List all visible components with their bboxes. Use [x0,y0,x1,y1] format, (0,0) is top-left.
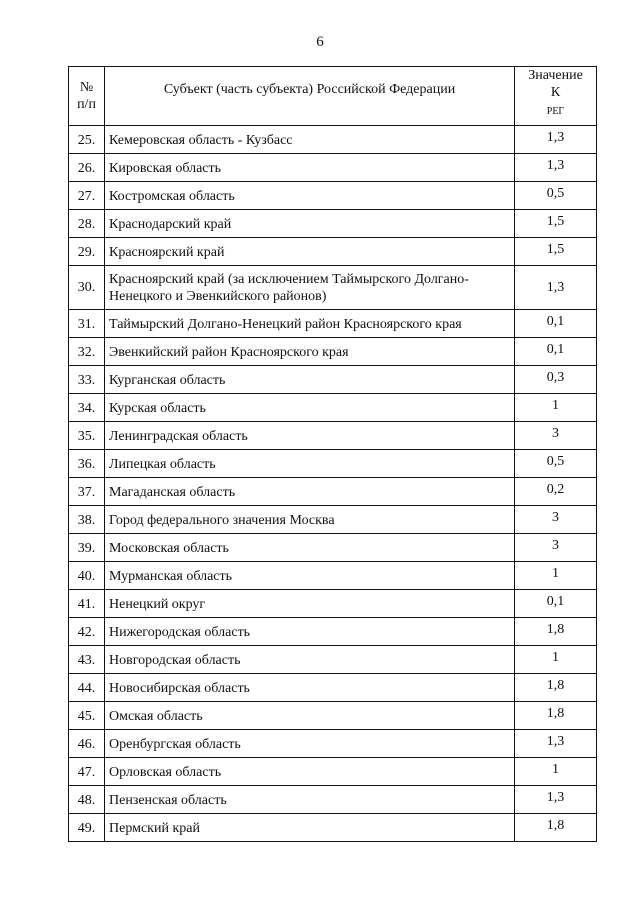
row-number: 47. [69,758,105,786]
row-subject-name: Краснодарский край [105,210,515,238]
table-row [69,618,597,646]
row-subject-name: Новгородская область [105,646,515,674]
row-coefficient-value: 3 [515,422,597,450]
region-coefficient-table [68,66,597,842]
row-number: 36. [69,450,105,478]
row-subject-name: Костромская область [105,182,515,210]
row-subject-name: Омская область [105,702,515,730]
table-row [69,646,597,674]
row-subject-name: Орловская область [105,758,515,786]
row-coefficient-value: 0,5 [515,450,597,478]
row-coefficient-value: 1,3 [515,266,597,310]
header-kreg-subscript: РЕГ [546,106,565,117]
table-row [69,590,597,618]
row-coefficient-value: 1 [515,394,597,422]
row-number: 38. [69,506,105,534]
row-subject-name: Московская область [105,534,515,562]
table-row [69,154,597,182]
row-subject-name: Кемеровская область - Кузбасс [105,126,515,154]
row-number: 41. [69,590,105,618]
header-value [515,67,597,126]
row-coefficient-value: 1,3 [515,126,597,154]
row-number: 49. [69,814,105,842]
header-number-abbrev: п/п [77,97,96,112]
row-coefficient-value: 3 [515,534,597,562]
row-number: 31. [69,310,105,338]
row-subject-name: Таймырский Долгано-Ненецкий район Красноярского края [105,310,515,338]
row-number: 35. [69,422,105,450]
table-row [69,478,597,506]
row-coefficient-value: 0,2 [515,478,597,506]
table-row [69,506,597,534]
row-coefficient-value: 1 [515,758,597,786]
row-coefficient-value: 0,1 [515,338,597,366]
header-kreg-symbol [515,84,596,119]
row-number: 27. [69,182,105,210]
row-coefficient-value: 1,3 [515,154,597,182]
table-row [69,814,597,842]
page-number: 6 [316,34,324,50]
row-subject-name: Пензенская область [105,786,515,814]
row-coefficient-value: 1 [515,562,597,590]
row-coefficient-value: 0,3 [515,366,597,394]
table-row [69,786,597,814]
header-kreg-letter: К [550,85,561,100]
row-subject-name: Курганская область [105,366,515,394]
row-coefficient-value: 3 [515,506,597,534]
row-number: 39. [69,534,105,562]
row-number: 25. [69,126,105,154]
row-number: 29. [69,238,105,266]
row-number: 40. [69,562,105,590]
header-number [69,67,105,126]
row-number: 28. [69,210,105,238]
row-number: 42. [69,618,105,646]
table-row [69,534,597,562]
row-subject-name: Ненецкий округ [105,590,515,618]
row-number: 37. [69,478,105,506]
row-number: 44. [69,674,105,702]
header-value-label: Значение [528,68,583,83]
table-header [69,67,597,126]
row-subject-name: Нижегородская область [105,618,515,646]
row-subject-name: Оренбургская область [105,730,515,758]
row-subject-name: Эвенкийский район Красноярского края [105,338,515,366]
row-number: 26. [69,154,105,182]
table-row [69,562,597,590]
row-coefficient-value: 1,3 [515,730,597,758]
row-number: 34. [69,394,105,422]
row-number: 46. [69,730,105,758]
row-subject-name: Ленинградская область [105,422,515,450]
row-number: 30. [69,266,105,310]
table-row [69,126,597,154]
table-row [69,450,597,478]
row-subject-name: Мурманская область [105,562,515,590]
table-row [69,182,597,210]
table-row [69,310,597,338]
row-coefficient-value: 0,1 [515,310,597,338]
table-body [69,126,597,842]
row-coefficient-value: 1,5 [515,238,597,266]
row-subject-name: Курская область [105,394,515,422]
row-subject-name: Красноярский край (за исключением Таймырского Долгано-Ненецкого и Эвенкийского районов) [105,266,515,310]
row-subject-name: Липецкая область [105,450,515,478]
table-row [69,210,597,238]
table-row [69,674,597,702]
table-row [69,702,597,730]
row-coefficient-value: 0,1 [515,590,597,618]
row-number: 48. [69,786,105,814]
row-number: 32. [69,338,105,366]
row-number: 33. [69,366,105,394]
row-subject-name: Город федерального значения Москва [105,506,515,534]
row-number: 43. [69,646,105,674]
table-row [69,366,597,394]
row-subject-name: Пермский край [105,814,515,842]
table-row [69,758,597,786]
header-number-symbol: № [79,80,94,95]
table-row [69,238,597,266]
row-coefficient-value: 1,8 [515,674,597,702]
row-coefficient-value: 1,5 [515,210,597,238]
row-coefficient-value: 1 [515,646,597,674]
row-subject-name: Кировская область [105,154,515,182]
row-subject-name: Новосибирская область [105,674,515,702]
row-coefficient-value: 0,5 [515,182,597,210]
table-row [69,338,597,366]
row-coefficient-value: 1,8 [515,814,597,842]
row-subject-name: Магаданская область [105,478,515,506]
row-coefficient-value: 1,3 [515,786,597,814]
header-subject: Субъект (часть субъекта) Российской Федерации [105,67,515,126]
row-coefficient-value: 1,8 [515,618,597,646]
table-row [69,730,597,758]
row-subject-name: Красноярский край [105,238,515,266]
header-row [69,67,597,126]
row-number: 45. [69,702,105,730]
table-row [69,422,597,450]
row-coefficient-value: 1,8 [515,702,597,730]
table-row [69,394,597,422]
table-row [69,266,597,310]
